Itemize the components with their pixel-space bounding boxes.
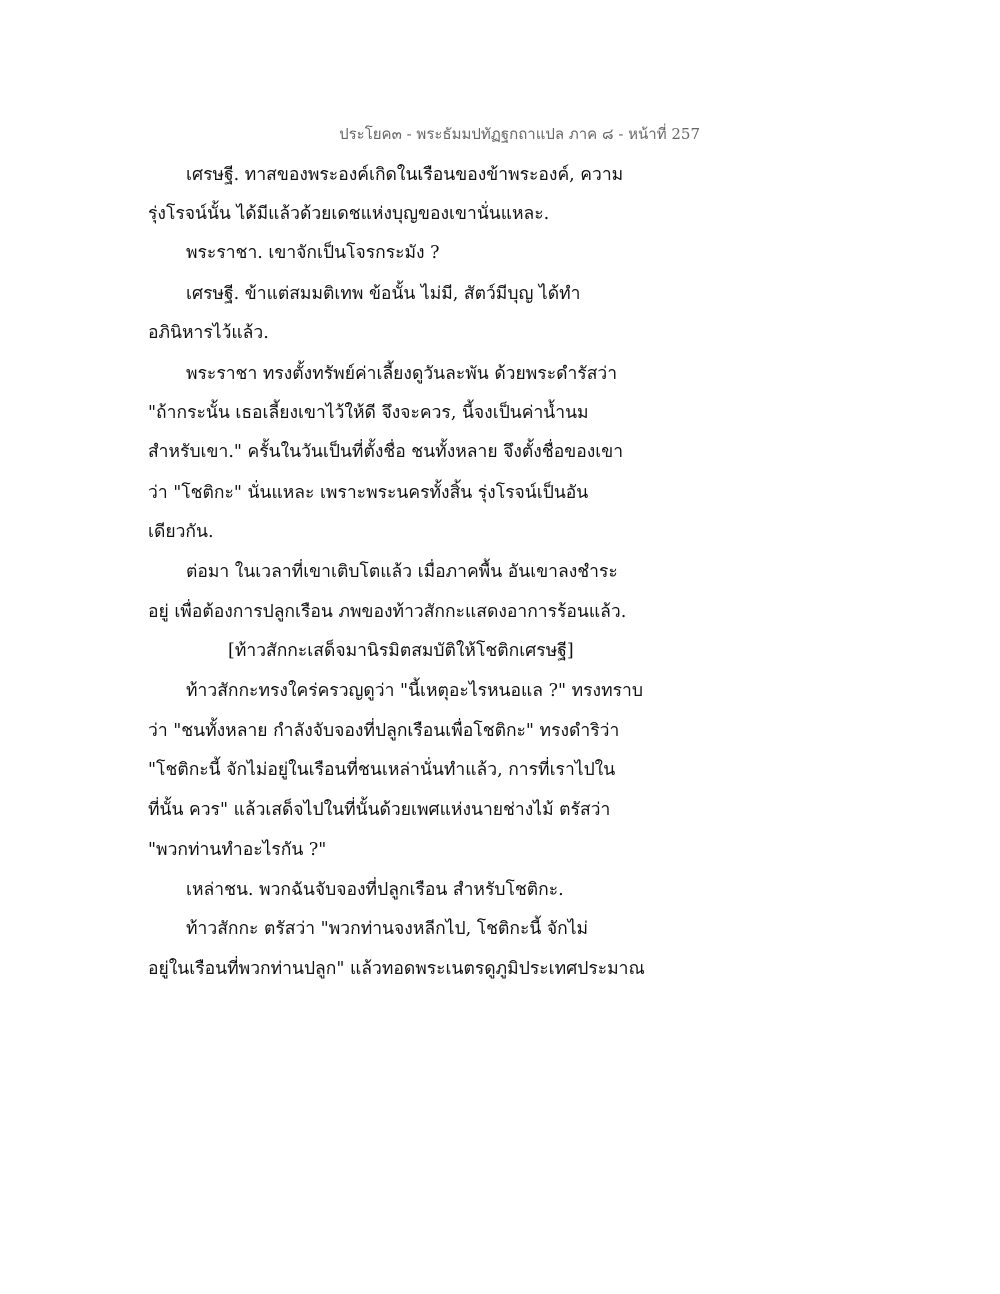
text-line: เศรษฐี. ข้าแต่สมมติเทพ ข้อนั้น ไม่มี, สัตว์มีบุญ ได้ทำ [186,284,581,304]
text-line: ต่อมา ในเวลาที่เขาเติบโตแล้ว เมื่อภาคพื้น อันเขาลงชำระ [186,562,618,582]
text-line: ว่า "โชติกะ" นั่นแหละ เพราะพระนครทั้งสิ้น รุ่งโรจน์เป็นอัน [148,483,589,503]
text-line: ว่า "ชนทั้งหลาย กำลังจับจองที่ปลูกเรือนเพื่อโชติกะ" ทรงดำริว่า [148,721,620,741]
text-line: เหล่าชน. พวกฉันจับจองที่ปลูกเรือน สำหรับโชติกะ. [186,880,564,900]
text-line: พระราชา ทรงตั้งทรัพย์ค่าเลี้ยงดูวันละพัน ด้วยพระดำรัสว่า [186,364,618,384]
text-line: ท้าวสักกะ ตรัสว่า "พวกท่านจงหลีกไป, โชติกะนี้ จักไม่ [186,919,589,939]
text-line: เศรษฐี. ทาสของพระองค์เกิดในเรือนของข้าพระองค์, ความ [186,165,624,185]
text-line: "โชติกะนี้ จักไม่อยู่ในเรือนที่ชนเหล่านั่นทำแล้ว, การที่เราไปใน [148,760,616,780]
text-line: "พวกท่านทำอะไรกัน ?" [148,840,327,860]
text-line: ท้าวสักกะทรงใคร่ครวญดูว่า "นี้เหตุอะไรหนอแล ?" ทรงทราบ [186,681,643,701]
text-line: เดียวกัน. [148,522,214,542]
text-line: พระราชา. เขาจักเป็นโจรกระมัง ? [186,243,440,263]
section-heading: [ท้าวสักกะเสด็จมานิรมิตสมบัติให้โชติกเศรษฐี] [228,641,574,661]
text-line: อภินิหารไว้แล้ว. [148,323,269,343]
running-header: ประโยค๓ - พระธัมมปทัฏฐกถาแปล ภาค ๘ - หน้าที่ 257 [339,125,700,143]
text-line: รุ่งโรจน์นั้น ได้มีแล้วด้วยเดชแห่งบุญของเขานั่นแหละ. [148,204,550,224]
text-line: อยู่ เพื่อต้องการปลูกเรือน ภพของท้าวสักกะแสดงอาการร้อนแล้ว. [148,602,627,622]
text-line: ที่นั้น ควร" แล้วเสด็จไปในที่นั้นด้วยเพศแห่งนายช่างไม้ ตรัสว่า [148,800,611,820]
text-line: "ถ้ากระนั้น เธอเลี้ยงเขาไว้ให้ดี จึงจะควร, นี้จงเป็นค่าน้ำนม [148,403,589,423]
text-line: สำหรับเขา." ครั้นในวันเป็นที่ตั้งชื่อ ชนทั้งหลาย จึงตั้งชื่อของเขา [148,442,624,462]
text-line: อยู่ในเรือนที่พวกท่านปลูก" แล้วทอดพระเนตรดูภูมิประเทศประมาณ [148,959,645,979]
